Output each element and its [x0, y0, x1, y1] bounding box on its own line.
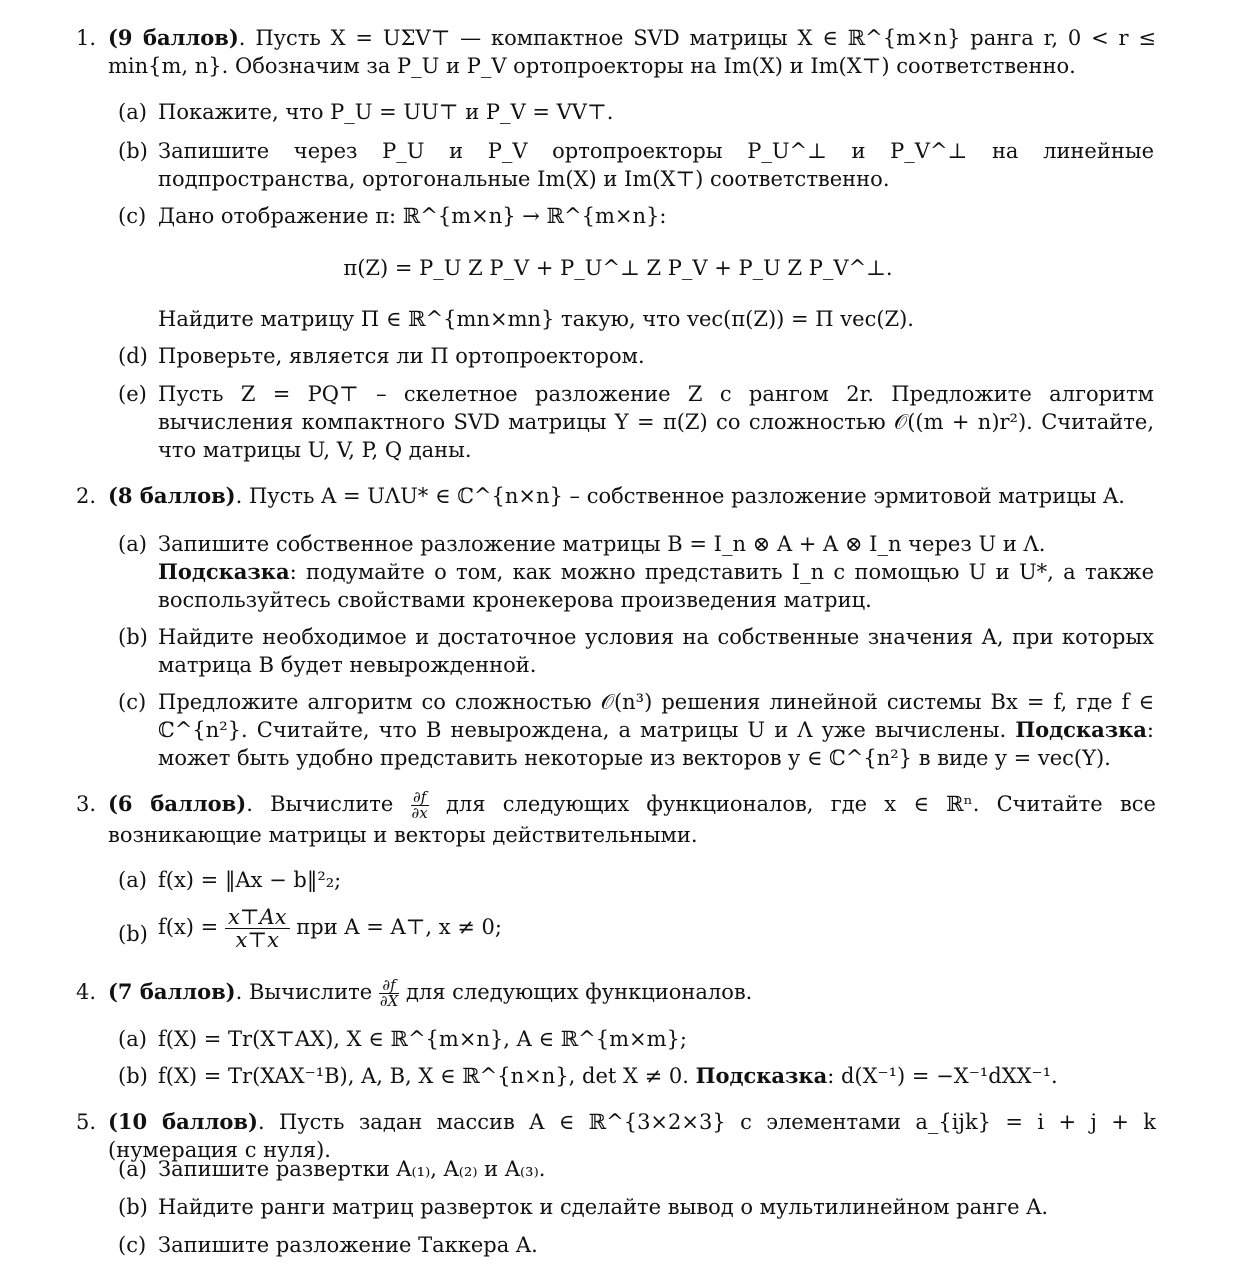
problem-text: . Пусть X = UΣV⊤ — компактное SVD матрицы X ∈ ℝ^{m×n} ранга r, 0 < r ≤ min{m, n}. Обозначим за P_U и P_V ортопроекторы на Im(X) и Im(X⊤) соответственно.: [108, 26, 1156, 78]
problem-1-item-c-continuation: [118, 305, 1154, 333]
hint-text: : подумайте о том, как можно представить I_n с помощью U и U*, а также воспользуйтесь свойствами кронекерова произведения матриц.: [158, 560, 1154, 612]
item-text: [158, 1062, 1154, 1090]
item-text: [158, 688, 1154, 772]
item-text: Запишите развертки A₍₁₎, A₍₂₎ и A₍₃₎.: [158, 1157, 546, 1181]
problem-text: . Пусть задан массив A ∈ ℝ^{3×2×3} с элементами a_{ijk} = i + j + k (нумерация с нуля).: [108, 1110, 1157, 1162]
item-label: (a): [118, 868, 147, 892]
item-body: при A = A⊤, x ≠ 0;: [296, 915, 502, 939]
problem-3-item-b: [118, 906, 1154, 951]
problem-4: [76, 978, 1156, 1009]
problem-text: для следующих функционалов.: [405, 980, 753, 1004]
item-body: f(X) = Tr(XAX⁻¹B), A, B, X ∈ ℝ^{n×n}, det X ≠ 0.: [158, 1064, 689, 1088]
problem-5-item-b: [118, 1193, 1154, 1221]
item-label: (b): [118, 1195, 148, 1219]
hint-label: Подсказка: [1015, 717, 1147, 742]
problem-text: для следующих функционалов, где x ∈ ℝⁿ. Считайте все возникающие матрицы и векторы действительными.: [108, 792, 1156, 847]
problem-text: . Пусть A = UΛU* ∈ ℂ^{n×n} – собственное разложение эрмитовой матрицы A.: [235, 484, 1125, 508]
item-text: Запишите через P_U и P_V ортопроекторы P_U^⊥ и P_V^⊥ на линейные подпространства, ортогональные Im(X) и Im(X⊤) соответственно.: [158, 139, 1154, 191]
problem-2-item-b: [118, 623, 1154, 679]
problem-1-item-a: [118, 98, 1154, 126]
problem-text-lead: . Вычислите: [235, 980, 373, 1004]
problem-5-item-a: [118, 1155, 1154, 1183]
item-label: (e): [118, 382, 147, 406]
item-label: (a): [118, 1157, 147, 1181]
problem-points: (10 баллов): [108, 1109, 258, 1134]
item-body: Предложите алгоритм со сложностью 𝒪(n³) решения линейной системы Bx = f, где f ∈ ℂ^{n²}. Считайте, что B невырождена, а матрицы U и Λ уже вычислены.: [158, 690, 1154, 742]
problem-number: 3.: [76, 792, 97, 816]
item-text: f(x) = ‖Ax − b‖²₂;: [158, 868, 342, 892]
item-label: (a): [118, 532, 147, 556]
hint-label: Подсказка: [695, 1063, 828, 1088]
problem-points: (9 баллов): [108, 25, 239, 50]
problem-number: 1.: [76, 26, 97, 50]
projection-formula: π(Z) = P_U Z P_V + P_U^⊥ Z P_V + P_U Z P_V^⊥.: [343, 256, 893, 280]
item-text: Запишите разложение Таккера A.: [158, 1233, 538, 1257]
problem-3-item-a: [118, 866, 1154, 894]
problem-text-lead: . Вычислите: [246, 792, 394, 816]
problem-statement: [108, 790, 1156, 849]
item-text: Найдите ранги матриц разверток и сделайте вывод о мультилинейном ранге A.: [158, 1195, 1049, 1219]
rayleigh-fraction: [225, 906, 290, 951]
problem-2-item-a: [118, 530, 1154, 614]
item-label: (b): [118, 922, 148, 946]
problem-2: [76, 482, 1156, 510]
item-text: Пусть Z = PQ⊤ – скелетное разложение Z с рангом 2r. Предложите алгоритм вычисления компактного SVD матрицы Y = π(Z) со сложностью 𝒪((m + n)r²). Считайте, что матрицы U, V, P, Q даны.: [158, 382, 1154, 462]
problem-number: 2.: [76, 484, 97, 508]
problem-1-item-b: [118, 137, 1154, 193]
problem-statement: [108, 482, 1156, 510]
problem-1-item-e: [118, 380, 1154, 464]
item-body: Запишите собственное разложение матрицы B = I_n ⊗ A + A ⊗ I_n через U и Λ.: [158, 532, 1046, 556]
problem-points: (7 баллов): [108, 979, 236, 1004]
problem-statement: [108, 24, 1156, 80]
item-text: Покажите, что P_U = UU⊤ и P_V = VV⊤.: [158, 100, 614, 124]
problem-points: (6 баллов): [108, 791, 247, 816]
problem-2-item-c: [118, 688, 1154, 772]
item-text: [158, 530, 1154, 614]
fraction-numerator: ∂f: [411, 790, 429, 806]
item-text: Проверьте, является ли Π ортопроектором.: [158, 344, 645, 368]
hint-label: Подсказка: [158, 559, 290, 584]
item-label: (b): [118, 1064, 148, 1088]
derivative-fraction: [379, 978, 399, 1009]
item-label: (b): [118, 625, 148, 649]
item-label: (c): [118, 690, 147, 714]
item-label: (c): [118, 1233, 147, 1257]
item-body-lead: f(x) =: [158, 915, 219, 939]
fraction-numerator: ∂f: [379, 978, 399, 994]
problem-points: (8 баллов): [108, 483, 236, 508]
item-text: Найдите матрицу Π ∈ ℝ^{mn×mn} такую, что vec(π(Z)) = Π vec(Z).: [158, 307, 914, 331]
derivative-fraction: [411, 790, 429, 821]
item-text: f(X) = Tr(X⊤AX), X ∈ ℝ^{m×n}, A ∈ ℝ^{m×m};: [158, 1027, 687, 1051]
hint-text: : может быть удобно представить некоторые из векторов y ∈ ℂ^{n²} в виде y = vec(Y).: [158, 718, 1154, 770]
item-text: Дано отображение π: ℝ^{m×n} → ℝ^{m×n}:: [158, 204, 667, 228]
problem-5-item-c: [118, 1231, 1154, 1259]
problem-4-item-b: [118, 1062, 1154, 1090]
problem-1: [76, 24, 1156, 80]
item-label: (a): [118, 100, 147, 124]
fraction-numerator: x⊤Ax: [225, 906, 290, 929]
problem-number: 5.: [76, 1110, 97, 1134]
item-label: (c): [118, 204, 147, 228]
problem-number: 4.: [76, 980, 97, 1004]
item-label: (a): [118, 1027, 147, 1051]
problem-1-item-c: [118, 202, 1154, 230]
hint-text: : d(X⁻¹) = −X⁻¹dXX⁻¹.: [827, 1064, 1058, 1088]
item-text: [158, 906, 1154, 951]
item-text: Найдите необходимое и достаточное условия на собственные значения A, при которых матрица B будет невырожденной.: [158, 625, 1154, 677]
item-label: (b): [118, 139, 148, 163]
fraction-denominator: x⊤x: [235, 928, 279, 952]
problem-1-item-d: [118, 342, 1154, 370]
problem-3: [76, 790, 1156, 849]
fraction-denominator: ∂x: [411, 804, 428, 822]
item-label: (d): [118, 344, 148, 368]
fraction-denominator: ∂X: [379, 992, 399, 1010]
problem-statement: [108, 978, 1156, 1009]
problem-4-item-a: [118, 1025, 1154, 1053]
